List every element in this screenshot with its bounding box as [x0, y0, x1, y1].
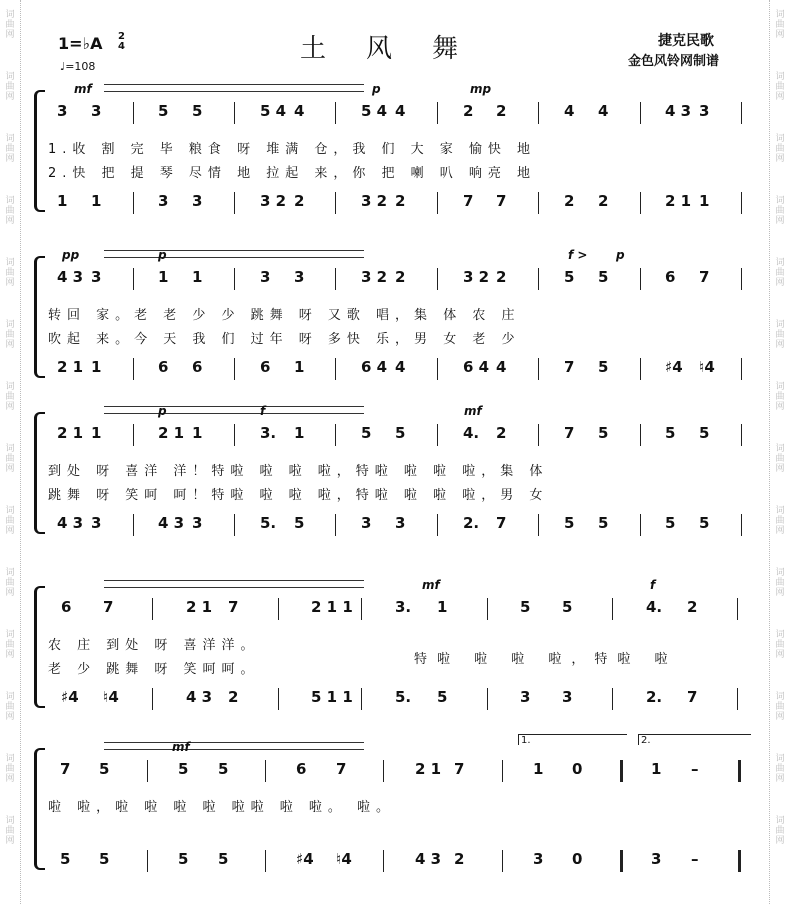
hairpin — [104, 742, 364, 750]
note: 5. — [395, 688, 412, 706]
note: 3 — [91, 102, 102, 120]
dynamic-marking: f — [260, 404, 266, 418]
watermark-text: 词 曲 网 — [775, 196, 785, 226]
system-brace — [34, 586, 45, 708]
note: 7 — [228, 598, 239, 616]
bar-line — [265, 760, 266, 782]
note: 6 — [260, 358, 271, 376]
system-brace — [34, 256, 45, 378]
bar-line — [437, 102, 438, 124]
bar-line — [640, 192, 641, 214]
note: 6 4 — [361, 358, 388, 376]
note: 3. — [395, 598, 412, 616]
note: 4 3 — [158, 514, 185, 532]
bar-line — [538, 424, 539, 446]
note: 5 — [158, 102, 169, 120]
note: 3 — [192, 514, 203, 532]
note: 6 — [61, 598, 72, 616]
lyrics-verse-2: 跳舞 呀 笑呵 呵！特啦 啦 啦 啦，特啦 啦 啦 啦，男 女 — [48, 488, 549, 503]
note: 1 — [651, 760, 662, 778]
note: 1 — [533, 760, 544, 778]
note: 3 2 — [361, 268, 388, 286]
watermark-text: 词 曲 网 — [775, 382, 785, 412]
system-brace — [34, 748, 45, 870]
tempo-marking: ♩=108 — [60, 60, 96, 73]
melody-staff — [48, 760, 758, 782]
note: 2 — [294, 192, 305, 210]
bar-line — [361, 688, 362, 710]
note: 1 — [57, 192, 68, 210]
bar-line — [437, 514, 438, 536]
bar-line — [738, 760, 741, 782]
note: 5 4 — [260, 102, 287, 120]
watermark-text: 词 曲 网 — [5, 568, 15, 598]
note: 7 — [699, 268, 710, 286]
note: 4 3 — [57, 268, 84, 286]
dynamic-marking: mf — [464, 404, 482, 418]
bar-line — [741, 424, 742, 446]
bar-line — [437, 192, 438, 214]
note: 6 — [158, 358, 169, 376]
bar-line — [437, 424, 438, 446]
note: 5 1 1 — [311, 688, 353, 706]
note: 2 — [687, 598, 698, 616]
note: 2 1 — [57, 424, 84, 442]
note: 4 — [598, 102, 609, 120]
bar-line — [487, 598, 488, 620]
time-bottom: 4 — [118, 41, 125, 52]
bar-line — [741, 268, 742, 290]
bar-line — [133, 514, 134, 536]
lyrics-verse-1: 到处 呀 喜洋 洋！特啦 啦 啦 啦，特啦 啦 啦 啦，集 体 — [48, 464, 549, 479]
watermark-text: 词 曲 网 — [775, 754, 785, 784]
note: 5 — [665, 424, 676, 442]
bar-line — [640, 268, 641, 290]
note: 3. — [260, 424, 277, 442]
note: 5 — [294, 514, 305, 532]
bar-line — [502, 760, 503, 782]
bar-line — [538, 514, 539, 536]
bar-line — [383, 760, 384, 782]
melody-staff — [48, 598, 758, 620]
note: 7 — [336, 760, 347, 778]
bar-line — [133, 192, 134, 214]
dynamic-marking: p — [616, 248, 625, 262]
note: 5 — [699, 424, 710, 442]
note: ♯4 — [665, 358, 683, 376]
bar-line — [234, 514, 235, 536]
note: 5 — [520, 598, 531, 616]
note: 5 — [218, 760, 229, 778]
note: 5 — [598, 514, 609, 532]
bar-line — [437, 268, 438, 290]
bar-line — [737, 598, 738, 620]
hairpin — [104, 250, 364, 258]
bar-line — [335, 514, 336, 536]
time-signature — [118, 32, 125, 52]
dynamic-marking: p — [372, 82, 381, 96]
note: 1 — [91, 358, 102, 376]
bar-line — [152, 688, 153, 710]
note: 2 — [598, 192, 609, 210]
note: 3 — [520, 688, 531, 706]
harmony-staff — [48, 358, 758, 380]
note: 7 — [103, 598, 114, 616]
time-top: 2 — [118, 31, 125, 42]
note: 1 — [294, 358, 305, 376]
note: 0 — [572, 850, 583, 868]
hairpin — [104, 580, 364, 588]
bar-line — [502, 850, 503, 872]
bar-line — [234, 358, 235, 380]
bar-line — [335, 424, 336, 446]
note: – — [691, 850, 699, 868]
note: 7 — [564, 358, 575, 376]
note: 3 — [294, 268, 305, 286]
bar-line — [640, 358, 641, 380]
watermark-text: 词 曲 网 — [775, 506, 785, 536]
harmony-staff — [48, 514, 758, 536]
note: 3 — [260, 268, 271, 286]
note: 6 — [192, 358, 203, 376]
note: 7 — [687, 688, 698, 706]
note: 1 — [91, 424, 102, 442]
watermark-text: 词 曲 网 — [5, 320, 15, 350]
note: 4 3 — [186, 688, 213, 706]
note: 1 — [437, 598, 448, 616]
note: 2. — [646, 688, 663, 706]
note: 5 — [562, 598, 573, 616]
first-ending: 1. — [518, 734, 627, 745]
note: 3 2 — [463, 268, 490, 286]
dynamic-marking: mf — [172, 740, 190, 754]
note: 2 1 — [415, 760, 442, 778]
note: 2 — [228, 688, 239, 706]
score-system — [34, 248, 758, 378]
note: 7 — [496, 514, 507, 532]
watermark-text: 词 曲 网 — [5, 692, 15, 722]
note: 5 — [178, 850, 189, 868]
left-watermark-strip — [0, 0, 21, 904]
note: 3 — [533, 850, 544, 868]
watermark-text: 词 曲 网 — [5, 72, 15, 102]
harmony-staff — [48, 192, 758, 214]
note: 5 — [564, 514, 575, 532]
score-system — [34, 578, 758, 708]
bar-line — [620, 760, 623, 782]
score-system — [34, 82, 758, 212]
lyrics-verse-1: 啦 啦，啦 啦 啦 啦 啦啦 啦 啦。 啦。 — [48, 800, 396, 815]
note: 7 — [60, 760, 71, 778]
note: 1 — [192, 424, 203, 442]
watermark-text: 词 曲 网 — [775, 692, 785, 722]
note: 2 — [463, 102, 474, 120]
bar-line — [640, 514, 641, 536]
bar-line — [147, 760, 148, 782]
note: 6 4 — [463, 358, 490, 376]
note: ♯4 — [296, 850, 314, 868]
watermark-text: 词 曲 网 — [5, 444, 15, 474]
bar-line — [487, 688, 488, 710]
bar-line — [335, 358, 336, 380]
watermark-text: 词 曲 网 — [5, 506, 15, 536]
lyrics-verse-2: 老 少 跳舞 呀 笑呵呵。 — [48, 662, 260, 677]
note: 2 — [395, 268, 406, 286]
note: 3 — [699, 102, 710, 120]
note: 1 — [91, 192, 102, 210]
bar-line — [741, 358, 742, 380]
note: 2 1 — [158, 424, 185, 442]
second-ending: 2. — [638, 734, 751, 745]
note: 2 — [496, 424, 507, 442]
note: 5 — [395, 424, 406, 442]
melody-staff — [48, 268, 758, 290]
bar-line — [612, 688, 613, 710]
dynamic-marking: p — [158, 248, 167, 262]
bar-line — [538, 268, 539, 290]
watermark-text: 词 曲 网 — [775, 134, 785, 164]
note: 4 — [395, 358, 406, 376]
dynamic-marking: f > — [568, 248, 588, 262]
engraver-credit: 金色风铃网制谱 — [628, 54, 720, 69]
bar-line — [133, 268, 134, 290]
system-brace — [34, 90, 45, 212]
watermark-text: 词 曲 网 — [775, 10, 785, 40]
note: 4 — [496, 358, 507, 376]
note: 5 — [60, 850, 71, 868]
harmony-staff — [48, 688, 758, 710]
dynamic-marking: mf — [422, 578, 440, 592]
lyrics-verse-2: 2.快 把 提 琴 尽情 地 拉起 来，你 把 喇 叭 响亮 地 — [48, 166, 536, 181]
note: 2 1 — [665, 192, 692, 210]
watermark-text: 词 曲 网 — [775, 72, 785, 102]
watermark-text: 词 曲 网 — [5, 134, 15, 164]
bar-line — [234, 424, 235, 446]
system-brace — [34, 412, 45, 534]
melody-staff — [48, 102, 758, 124]
dynamic-marking: mp — [470, 82, 492, 96]
dynamic-marking: mf — [74, 82, 92, 96]
bar-line — [612, 598, 613, 620]
note: 2 — [395, 192, 406, 210]
note: 4 — [395, 102, 406, 120]
watermark-text: 词 曲 网 — [775, 630, 785, 660]
bar-line — [361, 598, 362, 620]
bar-line — [335, 192, 336, 214]
note: 5 — [99, 760, 110, 778]
bar-line — [278, 688, 279, 710]
score-system — [34, 735, 758, 870]
bar-line — [738, 850, 741, 872]
watermark-text: 词 曲 网 — [775, 258, 785, 288]
bar-line — [383, 850, 384, 872]
note: – — [691, 760, 699, 778]
score-system — [34, 404, 758, 534]
note: 5 — [598, 268, 609, 286]
bar-line — [538, 358, 539, 380]
note: 3 — [158, 192, 169, 210]
watermark-text: 词 曲 网 — [5, 382, 15, 412]
song-origin: 捷克民歌 — [658, 33, 714, 49]
note: 1 — [192, 268, 203, 286]
note: 5 — [178, 760, 189, 778]
note: 1 — [699, 192, 710, 210]
note: 5 — [598, 424, 609, 442]
bar-line — [278, 598, 279, 620]
note: 5 — [665, 514, 676, 532]
note: 5 — [218, 850, 229, 868]
bar-line — [234, 268, 235, 290]
note: 3 — [91, 514, 102, 532]
bar-line — [640, 424, 641, 446]
hairpin — [104, 84, 364, 92]
watermark-text: 词 曲 网 — [5, 754, 15, 784]
lyrics-verse-1: 1.收 割 完 毕 粮食 呀 堆满 仓，我 们 大 家 愉快 地 — [48, 142, 536, 157]
note: 5 — [598, 358, 609, 376]
key-signature: 1=♭A — [58, 34, 103, 53]
note: 7 — [496, 192, 507, 210]
note: 3 — [395, 514, 406, 532]
watermark-text: 词 曲 网 — [5, 630, 15, 660]
note: 2. — [463, 514, 480, 532]
bar-line — [234, 102, 235, 124]
bar-line — [133, 424, 134, 446]
note: ♮4 — [699, 358, 715, 376]
dynamic-marking: f — [650, 578, 656, 592]
note: 5 — [99, 850, 110, 868]
note: 2 — [496, 102, 507, 120]
note: 5 4 — [361, 102, 388, 120]
note: 3 — [651, 850, 662, 868]
note: 5 — [437, 688, 448, 706]
note: 2 — [454, 850, 465, 868]
watermark-text: 词 曲 网 — [775, 320, 785, 350]
bar-line — [265, 850, 266, 872]
note: 4 3 — [57, 514, 84, 532]
bar-line — [741, 102, 742, 124]
note: ♮4 — [336, 850, 352, 868]
note: 5 — [564, 268, 575, 286]
song-title: 土风舞 — [300, 34, 499, 64]
note: 1 — [294, 424, 305, 442]
bar-line — [335, 102, 336, 124]
note: 2 — [496, 268, 507, 286]
bar-line — [234, 192, 235, 214]
bar-line — [133, 102, 134, 124]
note: 1 — [158, 268, 169, 286]
bar-line — [437, 358, 438, 380]
dynamic-marking: pp — [62, 248, 80, 262]
note: ♯4 — [61, 688, 79, 706]
note: 3 — [57, 102, 68, 120]
note: 7 — [463, 192, 474, 210]
note: 5 — [361, 424, 372, 442]
note: 4 3 — [415, 850, 442, 868]
bar-line — [147, 850, 148, 872]
bar-line — [640, 102, 641, 124]
lyrics-chorus: 特啦 啦 啦 啦，特啦 啦 — [414, 652, 678, 667]
watermark-text: 词 曲 网 — [5, 196, 15, 226]
hairpin — [104, 406, 364, 414]
bar-line — [741, 514, 742, 536]
harmony-staff — [48, 850, 758, 872]
right-watermark-strip — [769, 0, 790, 904]
bar-line — [741, 192, 742, 214]
note: 3 2 — [361, 192, 388, 210]
note: 5 — [699, 514, 710, 532]
note: 3 2 — [260, 192, 287, 210]
lyrics-verse-1: 农 庄 到处 呀 喜洋洋。 — [48, 638, 260, 653]
note: 4 3 — [665, 102, 692, 120]
note: 6 — [665, 268, 676, 286]
note: 3 — [192, 192, 203, 210]
note: 7 — [454, 760, 465, 778]
note: 5. — [260, 514, 277, 532]
lyrics-verse-1: 转回 家。老 老 少 少 跳舞 呀 又歌 唱，集 体 农 庄 — [48, 308, 521, 323]
note: 4 — [564, 102, 575, 120]
note: 2 1 — [186, 598, 213, 616]
watermark-text: 词 曲 网 — [5, 258, 15, 288]
bar-line — [335, 268, 336, 290]
watermark-text: 词 曲 网 — [775, 816, 785, 846]
bar-line — [538, 192, 539, 214]
bar-line — [538, 102, 539, 124]
note: 2 — [564, 192, 575, 210]
note: 5 — [192, 102, 203, 120]
bar-line — [737, 688, 738, 710]
dynamic-marking: p — [158, 404, 167, 418]
note: 4. — [646, 598, 663, 616]
note: 6 — [296, 760, 307, 778]
watermark-text: 词 曲 网 — [5, 816, 15, 846]
bar-line — [133, 358, 134, 380]
bar-line — [152, 598, 153, 620]
note: 3 — [361, 514, 372, 532]
watermark-text: 词 曲 网 — [775, 568, 785, 598]
note: 2 1 1 — [311, 598, 353, 616]
note: 2 1 — [57, 358, 84, 376]
watermark-text: 词 曲 网 — [775, 444, 785, 474]
note: 4 — [294, 102, 305, 120]
note: ♮4 — [103, 688, 119, 706]
bar-line — [620, 850, 623, 872]
note: 3 — [91, 268, 102, 286]
note: 0 — [572, 760, 583, 778]
note: 3 — [562, 688, 573, 706]
note: 7 — [564, 424, 575, 442]
note: 4. — [463, 424, 480, 442]
lyrics-verse-2: 吹起 来。今 天 我 们 过年 呀 多快 乐，男 女 老 少 — [48, 332, 521, 347]
melody-staff — [48, 424, 758, 446]
watermark-text: 词 曲 网 — [5, 10, 15, 40]
